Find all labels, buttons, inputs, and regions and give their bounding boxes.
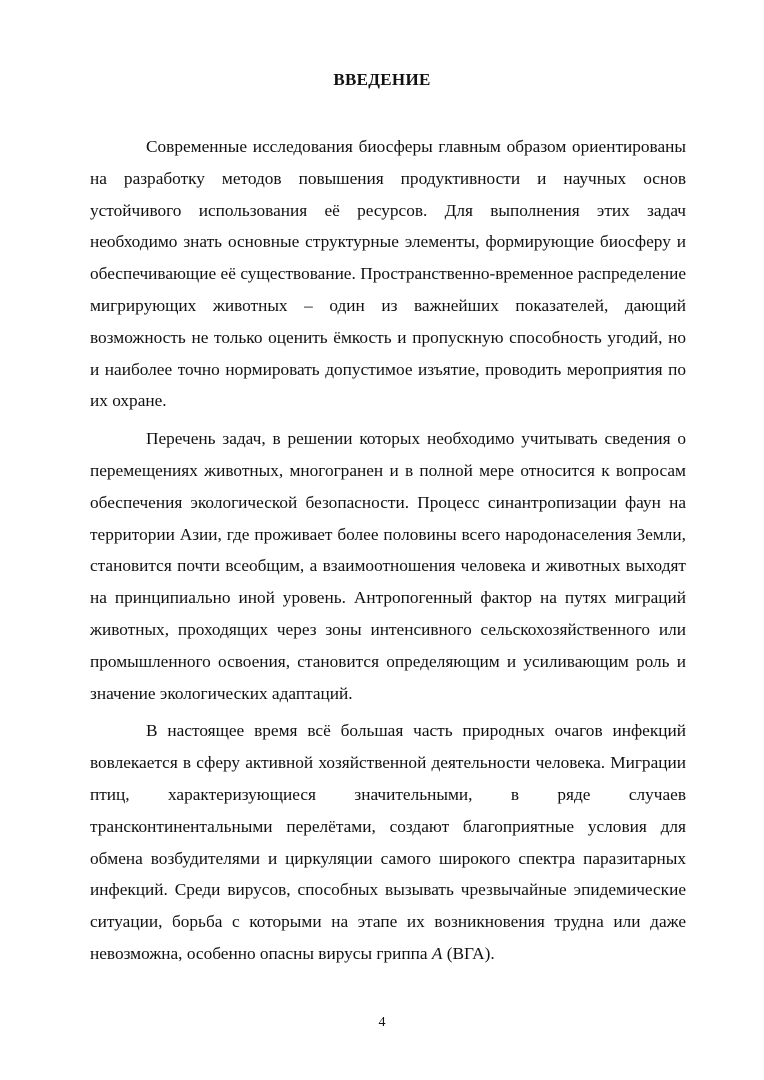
page-number: 4 xyxy=(378,1015,386,1030)
page-title: ВВЕДЕНИЕ xyxy=(333,70,431,89)
paragraph-3 xyxy=(90,715,686,969)
paragraph-2: Перечень задач, в решении которых необходимо учитывать сведения о перемещениях животных, многогранен и в полной мере относится к вопросам обеспечения экологической безопасности. Процесс синантропизации фаун на территории Азии, где проживает более половины всего народонаселения Земли, становится почти всеобщим, а взаимоотношения человека и животных выходят на принципиально иной уровень. Антропогенный фактор на путях миграций животных, проходящих через зоны интенсивного сельскохозяйственного или промышленного освоения, становится определяющим и усиливающим роль и значение экологических адаптаций. xyxy=(90,429,686,703)
paragraph-1: Современные исследования биосферы главным образом ориентированы на разработку методов повышения продуктивности и научных основ устойчивого использования её ресурсов. Для выполнения этих задач необходимо знать основные структурные элементы, формирующие биосферу и обеспечивающие её существование. Пространственно-временное распределение мигрирующих животных – один из важнейших показателей, дающий возможность не только оценить ёмкость и пропускную способность угодий, но и наиболее точно нормировать допустимое изъятие, проводить мероприятия по их охране. xyxy=(90,137,686,411)
paragraph-3-text: В настоящее время всё большая часть природных очагов инфекций вовлекается в сферу активной хозяйственной деятельности человека. Миграции птиц, характеризующиеся значительными, в ряде случаев трансконтинентальными перелётами, создают благоприятные условия для обмена возбудителями и циркуляции самого широкого спектра паразитарных инфекций. Среди вирусов, способных вызывать чрезвычайные эпидемические ситуации, борьба с которыми на этапе их возникновения трудна или даже невозможна, особенно опасны вирусы гриппа xyxy=(90,721,686,963)
paragraph-3-end: (ВГА). xyxy=(442,943,495,963)
paragraph-3-italic: А xyxy=(431,943,443,963)
body-text xyxy=(90,131,686,970)
